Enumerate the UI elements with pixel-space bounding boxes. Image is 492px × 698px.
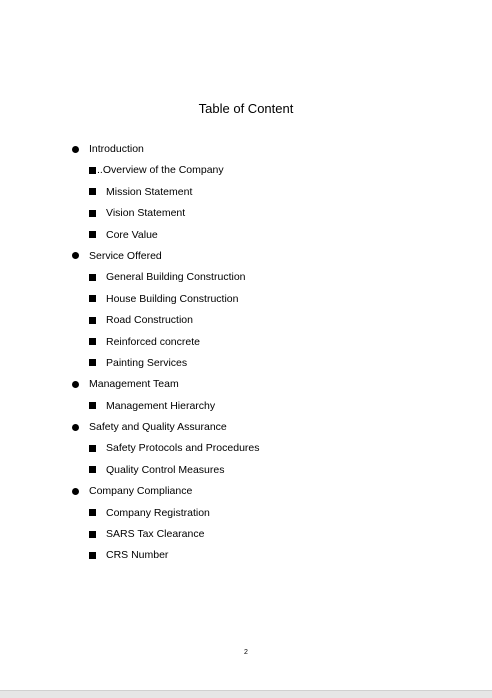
toc-subsection-item (0, 184, 260, 205)
toc-subsection-item (0, 334, 260, 355)
toc-section-item (0, 248, 260, 269)
toc-subsection-item (0, 505, 260, 526)
toc-item-label: Introduction (89, 143, 144, 155)
round-bullet-icon (72, 488, 79, 495)
square-bullet-icon (89, 338, 96, 345)
toc-subsection-item (0, 547, 260, 568)
toc-item-label: Painting Services (106, 356, 188, 369)
page-number: 2 (244, 649, 248, 656)
toc-item-label: Company Compliance (89, 485, 193, 498)
toc-subsection-item (0, 312, 260, 333)
square-bullet-icon (89, 317, 96, 324)
round-bullet-icon (72, 146, 79, 153)
toc-item-label: Quality Control Measures (106, 463, 225, 476)
square-bullet-icon (89, 231, 96, 238)
square-bullet-icon (89, 466, 96, 473)
toc-item-label: Management Hierarchy (106, 399, 216, 412)
square-bullet-icon (89, 359, 96, 366)
toc-subsection-item (0, 355, 260, 376)
toc-list (0, 141, 260, 569)
toc-subsection-item (0, 526, 260, 547)
square-bullet-icon (89, 167, 96, 174)
toc-subsection-item (0, 162, 260, 183)
square-bullet-icon (89, 210, 96, 217)
square-bullet-icon (89, 402, 96, 409)
toc-subsection-item (0, 398, 260, 419)
square-bullet-icon (89, 552, 96, 559)
square-bullet-icon (89, 445, 96, 452)
toc-item-label: Reinforced concrete (106, 335, 200, 348)
toc-item-label: Safety and Quality Assurance (89, 421, 227, 434)
toc-item-label: Core Value (106, 228, 158, 241)
toc-item-label: General Building Construction (106, 271, 246, 284)
square-bullet-icon (89, 531, 96, 538)
toc-item-label: Company Registration (106, 506, 210, 519)
toc-title: Table of Content (198, 101, 294, 116)
square-bullet-icon (89, 509, 96, 516)
square-bullet-icon (89, 274, 96, 281)
toc-section-item (0, 141, 260, 162)
square-bullet-icon (89, 295, 96, 302)
toc-item-label: House Building Construction (106, 292, 239, 305)
toc-subsection-item (0, 205, 260, 226)
round-bullet-icon (72, 252, 79, 259)
toc-item-label: Management Team (89, 378, 179, 391)
toc-subsection-item (0, 291, 260, 312)
toc-item-label: Safety Protocols and Procedures (106, 442, 260, 455)
round-bullet-icon (72, 424, 79, 431)
toc-item-label: Road Construction (106, 314, 193, 327)
square-bullet-icon (89, 188, 96, 195)
toc-item-label: ..Overview of the Company (97, 164, 224, 177)
toc-section-item (0, 483, 260, 504)
toc-item-label: Service Offered (89, 249, 162, 262)
toc-section-item (0, 419, 260, 440)
round-bullet-icon (72, 381, 79, 388)
toc-item-label: CRS Number (106, 549, 169, 562)
toc-item-label: Vision Statement (106, 207, 186, 220)
toc-subsection-item (0, 269, 260, 290)
toc-item-label: SARS Tax Clearance (106, 528, 205, 541)
toc-section-item (0, 376, 260, 397)
toc-subsection-item (0, 462, 260, 483)
toc-item-label: Mission Statement (106, 185, 193, 198)
toc-subsection-item (0, 227, 260, 248)
toc-subsection-item (0, 440, 260, 461)
